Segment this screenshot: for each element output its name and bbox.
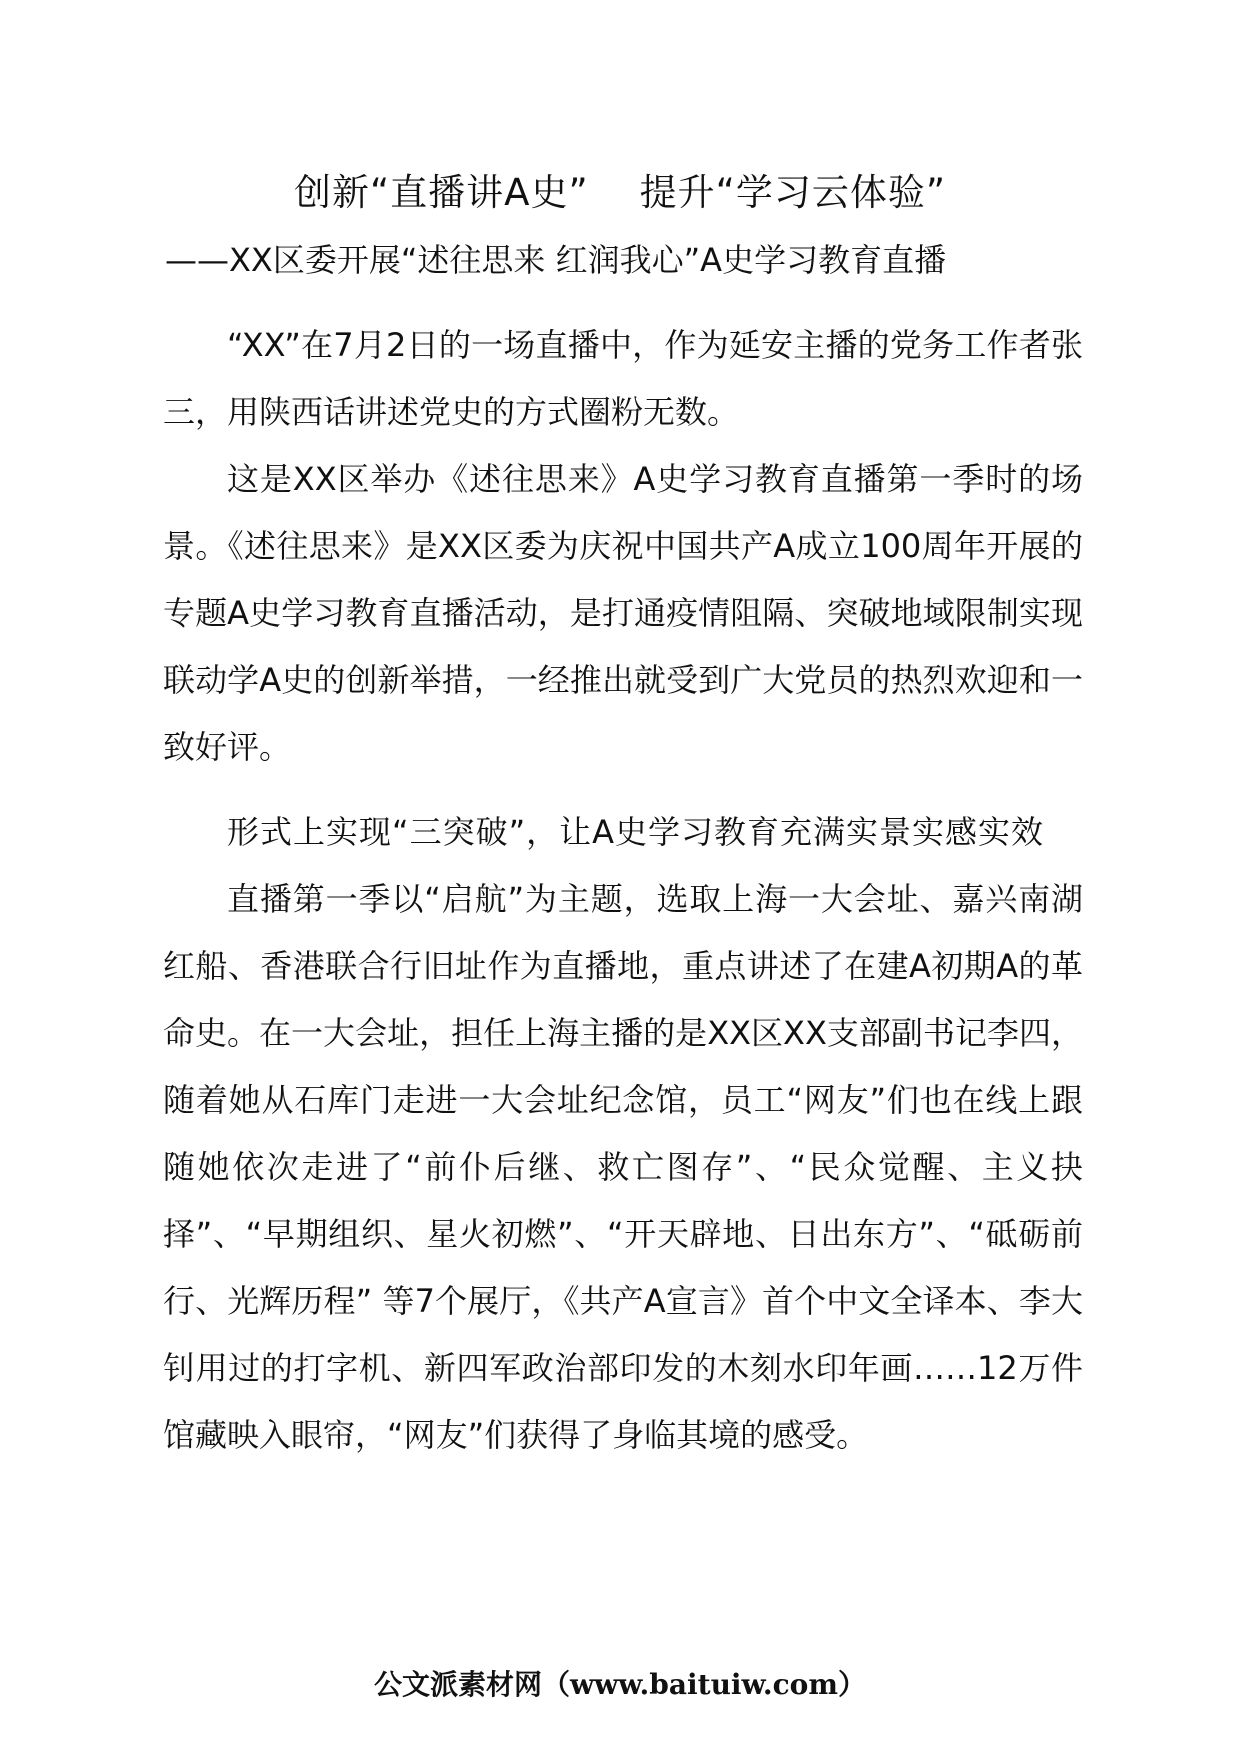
body-paragraph: 这是XX区举办《述往思来》A史学习教育直播第一季时的场景。《述往思来》是XX区委为庆祝中国共产A成立100周年开展的专题A史学习教育直播活动，是打通疫情阻隔、突破地域限制实现联动学A史的创新举措，一经推出就受到广大党员的热烈欢迎和一致好评。 <box>163 460 1083 766</box>
section-heading: 形式上实现“三突破”，让A史学习教育充满实景实感实效 <box>227 813 1045 851</box>
body-paragraph: 直播第一季以“启航”为主题，选取上海一大会址、嘉兴南湖红船、香港联合行旧址作为直播地，重点讲述了在建A初期A的革命史。在一大会址，担任上海主播的是XX区XX支部副书记李四，随着她从石库门走进一大会址纪念馆，员工“网友”们也在线上跟随她依次走进了“前仆后继、救亡图存”、“民众觉醒、主义抉择”、“早期组织、星火初燃”、“开天辟地、日出东方”、“砥砺前行、光辉历程” 等7个展厅，《共产A宣言》首个中文全译本、李大钊用过的打字机、新四军政治部印发的木刻水印年画……12万件馆藏映入眼帘，“网友”们获得了身临其境的感受。 <box>163 880 1083 1454</box>
footer-watermark: 公文派素材网（www.baituiw.com） <box>374 1668 866 1701</box>
document-subtitle: ——XX区委开展“述往思来 红润我心”A史学习教育直播 <box>165 241 947 279</box>
body-paragraph: “XX”在7月2日的一场直播中，作为延安主播的党务工作者张三，用陕西话讲述党史的方式圈粉无数。 <box>163 326 1083 431</box>
document-title: 创新“直播讲A史” 提升“学习云体验” <box>293 171 947 214</box>
document-body <box>163 312 1083 1469</box>
